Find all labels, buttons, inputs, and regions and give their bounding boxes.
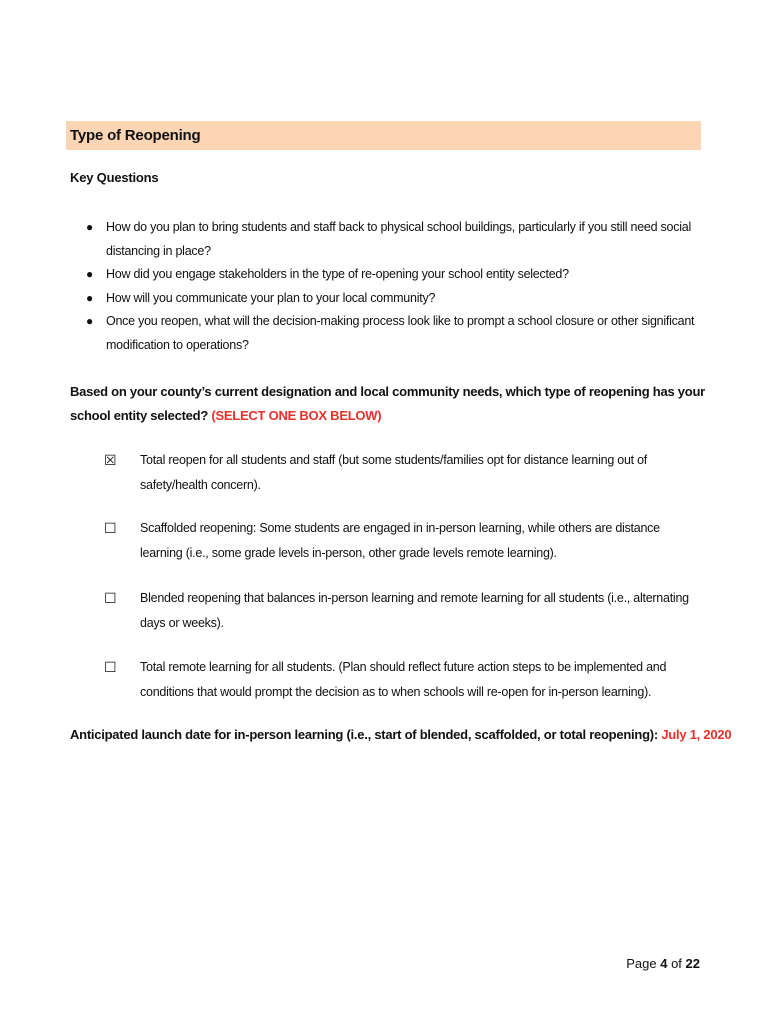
reopening-question <box>70 380 710 428</box>
section-header <box>66 121 701 150</box>
page-total: 22 <box>685 956 700 971</box>
page-number <box>626 952 700 976</box>
page-current: 4 <box>660 956 668 971</box>
list-item <box>84 310 704 357</box>
option-text: Total reopen for all students and staff (but some students/families opt for distance learning out of safety/health concern). <box>140 453 648 492</box>
checkbox-icon[interactable]: ☐ <box>104 659 117 675</box>
list-item <box>84 216 704 263</box>
launch-date-value: July 1, 2020 <box>661 727 732 742</box>
bullet-icon: ● <box>86 290 93 305</box>
checkbox-checked-icon[interactable]: ☒ <box>104 452 117 468</box>
question-text: Based on your county’s current designation and local community needs, which type of reopening has your school entity selected? <box>70 384 705 423</box>
bullet-icon: ● <box>86 220 93 234</box>
section-title: Type of Reopening <box>70 127 201 144</box>
bullet-icon: ● <box>86 314 93 328</box>
key-questions-list <box>84 216 704 357</box>
option-text: Scaffolded reopening: Some students are engaged in in-person learning, while others are distance learning (i.e., some grade levels in-person, other grade levels remote learning). <box>140 521 660 560</box>
list-item-text: How did you engage stakeholders in the type of re-opening your school entity selected? <box>106 267 569 281</box>
option-text: Total remote learning for all students. (Plan should reflect future action steps to be implemented and conditions that would prompt the decision as to when schools will re-open for in-person learning). <box>140 660 667 699</box>
checkbox-icon[interactable]: ☐ <box>104 520 117 536</box>
key-questions-label: Key Questions <box>70 170 159 185</box>
checkbox-icon[interactable]: ☐ <box>104 590 117 606</box>
launch-date-label: Anticipated launch date for in-person learning (i.e., start of blended, scaffolded, or total reopening): <box>70 727 658 742</box>
option-text: Blended reopening that balances in-person learning and remote learning for all students (i.e., alternating days or weeks). <box>140 591 689 630</box>
list-item-text: How do you plan to bring students and staff back to physical school buildings, particularly if you still need social distancing in place? <box>106 220 692 258</box>
list-item-text: How will you communicate your plan to your local community? <box>106 290 436 305</box>
list-item <box>84 287 704 311</box>
bullet-icon: ● <box>86 267 93 281</box>
list-item <box>84 263 704 287</box>
list-item-text: Once you reopen, what will the decision-making process look like to prompt a school closure or other significant modification to operations? <box>106 314 695 352</box>
page-prefix: Page <box>626 956 657 971</box>
question-instruction: (SELECT ONE BOX BELOW) <box>211 408 382 423</box>
page-of: of <box>671 956 682 971</box>
launch-date-line <box>70 723 731 747</box>
